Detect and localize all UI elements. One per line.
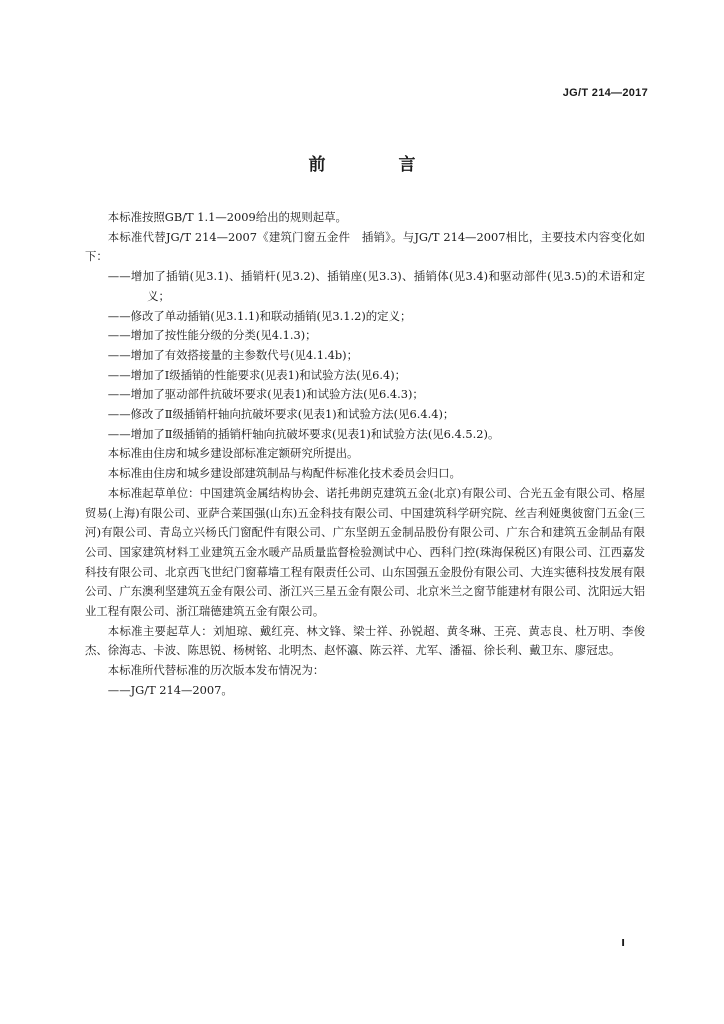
paragraph-version-history: 本标准所代替标准的历次版本发布情况为：: [107, 663, 325, 678]
change-item: ——增加了Ⅰ级插销的性能要求(见表1)和试验方法(见6.4)；: [107, 367, 407, 382]
paragraph-drafters: 本标准主要起草人：刘旭琼、戴红亮、林文锋、梁士祥、孙锐超、黄冬琳、王亮、黄志良、杜万明、李俊杰、徐海志、卡波、陈思锐、杨树铭、北明杰、赵怀瀛、陈云祥、尤军、潘福、徐长利、戴卫东、廖冠忠。: [85, 623, 645, 658]
change-item: ——修改了Ⅱ级插销杆轴向抗破坏要求(见表1)和试验方法(见6.4.4)；: [107, 407, 455, 422]
history-item: ——JG/T 214—2007。: [107, 682, 233, 697]
standard-code: JG/T 214—2017: [562, 87, 648, 99]
changes-list: [85, 267, 645, 444]
change-item: ——增加了按性能分级的分类(见4.1.3)；: [107, 328, 317, 343]
paragraph-proposer: 本标准由住房和城乡建设部标准定额研究所提出。: [107, 446, 359, 461]
foreword-body: [85, 208, 645, 701]
paragraph-replacement: 本标准代替JG/T 214—2007《建筑门窗五金件 插销》。与JG/T 214—2007相比，主要技术内容变化如下：: [85, 229, 645, 264]
change-item: ——增加了Ⅱ级插销的插销杆轴向抗破坏要求(见表1)和试验方法(见6.4.5.2)。: [107, 426, 500, 441]
page-number: I: [621, 938, 625, 949]
change-item: ——增加了驱动部件抗破坏要求(见表1)和试验方法(见6.4.3)；: [107, 387, 424, 402]
paragraph-drafting-rules: 本标准按照GB/T 1.1—2009给出的规则起草。: [107, 210, 347, 224]
change-item: ——增加了插销(见3.1)、插销杆(见3.2)、插销座(见3.3)、插销体(见3.4)和驱动部件(见3.5)的术语和定义；: [107, 269, 645, 303]
page-title: 前 言: [308, 155, 444, 175]
change-item: ——增加了有效搭接量的主参数代号(见4.1.4b)；: [107, 347, 358, 362]
paragraph-drafting-units: 本标准起草单位：中国建筑金属结构协会、诺托弗朗克建筑五金(北京)有限公司、合光五金有限公司、格屋贸易(上海)有限公司、亚萨合莱国强(山东)五金科技有限公司、中国建筑科学研究院、丝吉利娅奥彼窗门五金(三河)有限公司、青岛立兴杨氏门窗配件有限公司、广东坚朗五金制品股份有限公司、广东合和建筑五金制品有限公司、国家建筑材料工业建筑五金水暖产品质量监督检验测试中心、西科门控(珠海保税区)有限公司、江西嘉发科技有限公司、北京西飞世纪门窗幕墙工程有限责任公司、山东国强五金股份有限公司、大连实德科技发展有限公司、广东澳利坚建筑五金有限公司、浙江兴三星五金有限公司、北京米兰之窗节能建材有限公司、沈阳远大铝业工程有限公司、浙江瑞德建筑五金有限公司。: [85, 485, 645, 619]
paragraph-committee: 本标准由住房和城乡建设部建筑制品与构配件标准化技术委员会归口。: [107, 466, 461, 481]
change-item: ——修改了单动插销(见3.1.1)和联动插销(见3.1.2)的定义；: [107, 308, 412, 323]
